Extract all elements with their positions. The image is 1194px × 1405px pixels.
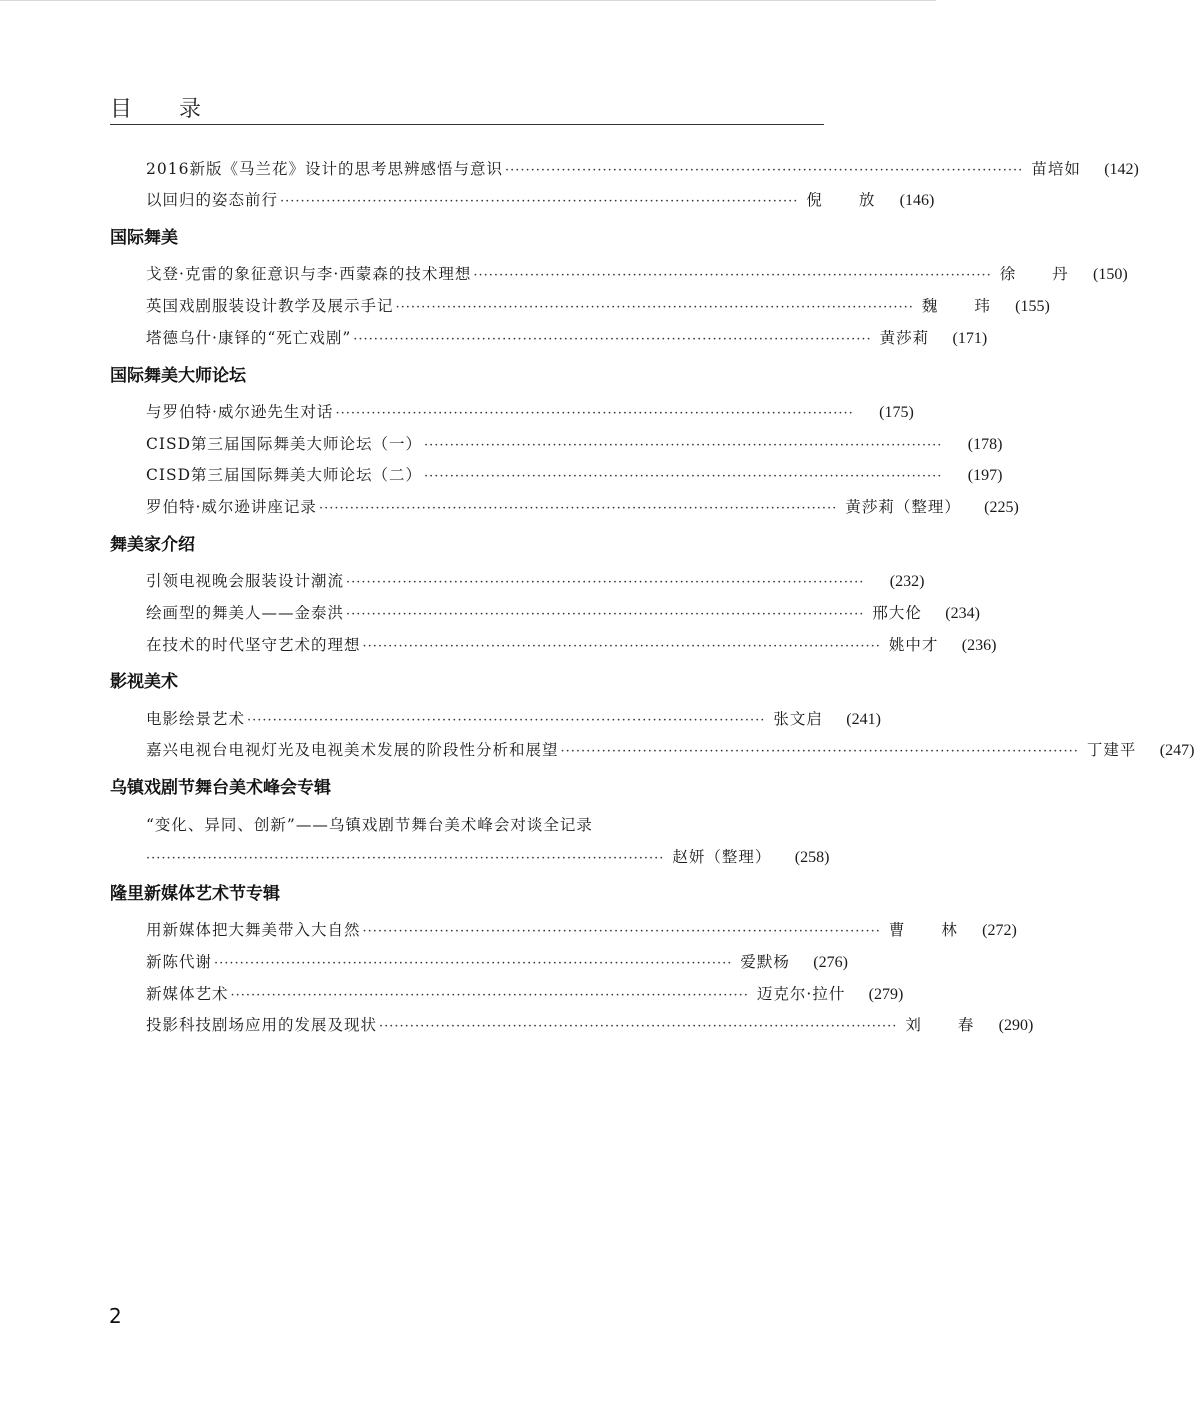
dot-leader: ····································································································· [318, 501, 838, 516]
entry-author: 倪 放 [806, 191, 891, 209]
entry-page: (290) [998, 1017, 1034, 1034]
section-heading: 影视美术 [110, 672, 178, 692]
entry-title: 与罗伯特·威尔逊先生对话 [146, 403, 334, 421]
entry-author: 姚中才 [888, 636, 939, 654]
entry-page: (197) [967, 467, 1003, 484]
entry-page: (155) [1015, 298, 1050, 315]
entry-page: (236) [961, 637, 997, 654]
toc-entry-detail-line[interactable] [146, 845, 830, 869]
dot-leader: ····································································································· [346, 575, 865, 590]
page-number: 2 [109, 1304, 122, 1328]
entry-author: 迈克尔·拉什 [756, 985, 846, 1003]
entry-author: 赵妍（整理） [672, 848, 772, 866]
section-heading: 隆里新媒体艺术节专辑 [110, 884, 280, 904]
toc-entry[interactable] [146, 738, 1194, 762]
page-title: 目 录 [110, 97, 221, 122]
dot-leader: ····································································································· [379, 1019, 898, 1034]
dot-leader: ····································································································· [247, 713, 766, 728]
entry-title: 塔德乌什·康铎的“死亡戏剧” [146, 329, 352, 347]
dot-leader: ····································································································· [230, 988, 749, 1003]
dot-leader: ····································································································· [280, 194, 799, 209]
toc-entry[interactable] [146, 157, 1139, 181]
toc-entry[interactable] [146, 918, 1017, 942]
entry-author: 黄莎莉 [879, 329, 930, 347]
toc-entry[interactable] [146, 982, 904, 1006]
entry-author: 黄莎莉（整理） [845, 498, 961, 516]
entry-title: 英国戏剧服装设计教学及展示手记 [146, 297, 394, 315]
entry-author: 丁建平 [1086, 741, 1137, 759]
section-heading: 国际舞美 [110, 228, 178, 248]
dot-leader: ····································································································· [353, 332, 872, 347]
entry-title: 电影绘景艺术 [146, 710, 246, 728]
toc-entry[interactable] [146, 262, 1128, 286]
toc-entry[interactable] [146, 569, 925, 593]
entry-title: 用新媒体把大舞美带入大自然 [146, 921, 361, 939]
toc-entry[interactable] [146, 601, 980, 625]
entry-author: 邢大伦 [872, 604, 922, 622]
dot-leader: ····································································································· [424, 438, 943, 453]
entry-title: 嘉兴电视台电视灯光及电视美术发展的阶段性分析和展望 [146, 741, 559, 759]
dot-leader: ····································································································· [362, 924, 881, 939]
entry-author: 爱默杨 [740, 953, 790, 971]
toc-entry-title-line[interactable]: “变化、异同、创新”——乌镇戏剧节舞台美术峰会对谈全记录 [146, 816, 593, 834]
entry-page: (178) [967, 436, 1003, 453]
entry-author: 徐 丹 [999, 265, 1084, 283]
dot-leader: ····································································································· [346, 607, 865, 622]
entry-page: (258) [794, 849, 830, 866]
entry-page: (146) [899, 192, 935, 209]
toc-entry[interactable] [146, 188, 935, 212]
entry-title: 绘画型的舞美人——金泰洪 [146, 604, 345, 622]
entry-author: 曹 林 [888, 921, 973, 939]
entry-title: 新陈代谢 [146, 953, 213, 971]
entry-author: 刘 春 [905, 1016, 990, 1034]
toc-entry[interactable] [146, 707, 881, 731]
dot-leader: ····································································································· [504, 163, 1024, 178]
toc-entry[interactable] [146, 432, 1003, 456]
section-heading: 乌镇戏剧节舞台美术峰会专辑 [110, 778, 331, 798]
entry-title: 在技术的时代坚守艺术的理想 [146, 636, 361, 654]
entry-author: 张文启 [773, 710, 823, 728]
toc-entry[interactable] [146, 326, 988, 350]
entry-author: 苗培如 [1031, 160, 1081, 178]
dot-leader: ····································································································· [560, 744, 1079, 759]
entry-page: (150) [1093, 266, 1128, 283]
toc-entry[interactable] [146, 294, 1050, 318]
entry-page: (175) [879, 404, 914, 421]
entry-page: (225) [984, 499, 1019, 516]
entry-author: 魏 玮 [921, 297, 1006, 315]
entry-page: (142) [1104, 161, 1139, 178]
entry-title: CISD第三届国际舞美大师论坛（二） [146, 466, 423, 484]
entry-title: 罗伯特·威尔逊讲座记录 [146, 498, 317, 516]
toc-entry[interactable] [146, 400, 914, 424]
entry-title: 戈登·克雷的象征意识与李·西蒙森的技术理想 [146, 265, 472, 283]
dot-leader: ····································································································· [473, 268, 992, 283]
dot-leader: ····································································································· [214, 956, 733, 971]
toc-entry[interactable] [146, 950, 848, 974]
entry-page: (247) [1159, 742, 1194, 759]
entry-page: (232) [889, 573, 925, 590]
dot-leader: ····································································································· [335, 406, 854, 421]
dot-leader: ····································································································· [424, 469, 943, 484]
entry-page: (234) [945, 605, 980, 622]
toc-entry[interactable] [146, 633, 997, 657]
entry-page: (241) [846, 711, 881, 728]
toc-entry[interactable] [146, 463, 1003, 487]
entry-title: 投影科技剧场应用的发展及现状 [146, 1016, 378, 1034]
toc-entry[interactable] [146, 495, 1019, 519]
entry-title: 引领电视晚会服装设计潮流 [146, 572, 345, 590]
entry-page: (171) [952, 330, 988, 347]
entry-title: 新媒体艺术 [146, 985, 229, 1003]
entry-page: (272) [982, 922, 1017, 939]
entry-page: (276) [813, 954, 848, 971]
entry-title: 2016新版《马兰花》设计的思考思辨感悟与意识 [146, 160, 503, 178]
dot-leader: ····································································································· [362, 639, 881, 654]
toc-entry[interactable] [146, 1013, 1034, 1037]
entry-title: 以回归的姿态前行 [146, 191, 279, 209]
dot-leader: ····································································································· [395, 300, 914, 315]
entry-title: CISD第三届国际舞美大师论坛（一） [146, 435, 423, 453]
section-heading: 舞美家介绍 [110, 535, 195, 555]
section-heading: 国际舞美大师论坛 [110, 366, 246, 386]
dot-leader: ····································································································· [146, 851, 665, 866]
entry-page: (279) [868, 986, 904, 1003]
